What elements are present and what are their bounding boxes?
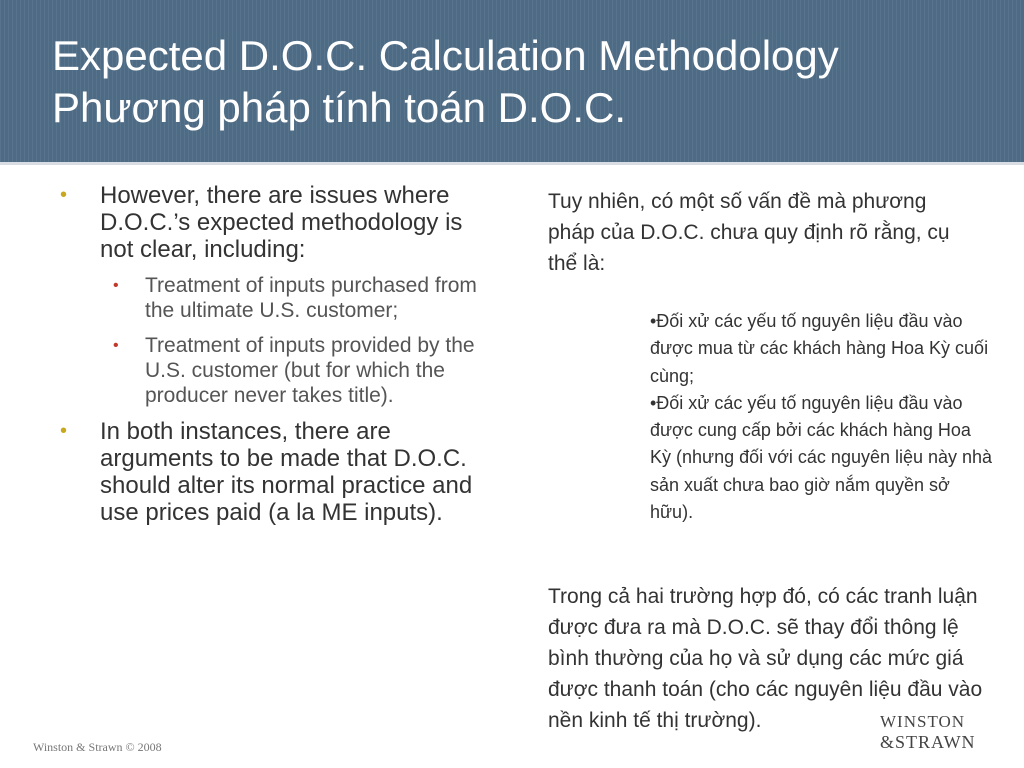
sub-bullet-text: Treatment of inputs purchased from the ultimate U.S. customer; xyxy=(145,274,477,322)
bullet-issues xyxy=(60,182,480,263)
slide-title-vietnamese: Phương pháp tính toán D.O.C. xyxy=(52,84,626,131)
sub-bullet-dot-icon: • xyxy=(113,337,119,354)
bullet-dot-icon: • xyxy=(60,184,68,206)
title-banner xyxy=(0,0,1024,162)
vietnamese-item: •Đối xử các yếu tố nguyên liệu đầu vào được cung cấp bởi các khách hàng Hoa Kỳ (nhưng đối với các nguyên liệu này nhà sản xuất chưa bao giờ nắm quyền sở hữu). xyxy=(650,392,993,523)
bullet-text: In both instances, there are arguments to be made that D.O.C. should alter its normal practice and use prices paid (a la ME inputs). xyxy=(100,418,473,526)
sub-bullet-dot-icon: • xyxy=(113,277,119,294)
footer-copyright: Winston & Strawn © 2008 xyxy=(33,740,162,754)
vietnamese-intro: Tuy nhiên, có một số vấn đề mà phương pháp của D.O.C. chưa quy định rõ rằng, cụ thể là: xyxy=(548,190,950,275)
bullet-text: However, there are issues where D.O.C.’s expected methodology is not clear, including: xyxy=(100,182,463,263)
sub-bullet-provided-inputs xyxy=(60,333,480,408)
banner-divider xyxy=(0,162,1024,165)
english-content xyxy=(60,182,480,526)
vietnamese-conclusion: Trong cả hai trường hợp đó, có các tranh luận được đưa ra mà D.O.C. sẽ thay đổi thông lệ bình thường của họ và sử dụng các mức giá được thanh toán (cho các nguyên liệu đầu vào nền kinh tế thị trường). xyxy=(548,585,983,732)
logo-line-2: &STRAWN xyxy=(880,732,976,752)
bullet-dot-icon: • xyxy=(60,420,68,442)
slide-title xyxy=(52,30,839,134)
slide-title-english: Expected D.O.C. Calculation Methodology xyxy=(52,32,839,79)
winston-strawn-logo xyxy=(880,712,980,752)
sub-bullet-list xyxy=(60,273,480,408)
vietnamese-items xyxy=(650,308,995,526)
bullet-arguments xyxy=(60,418,480,526)
logo-line-1: WINSTON xyxy=(880,712,966,731)
sub-bullet-purchased-inputs xyxy=(60,273,480,323)
vietnamese-item: •Đối xử các yếu tố nguyên liệu đầu vào được mua từ các khách hàng Hoa Kỳ cuối cùng; xyxy=(650,311,989,386)
sub-bullet-text: Treatment of inputs provided by the U.S. customer (but for which the producer never takes title). xyxy=(145,334,475,407)
